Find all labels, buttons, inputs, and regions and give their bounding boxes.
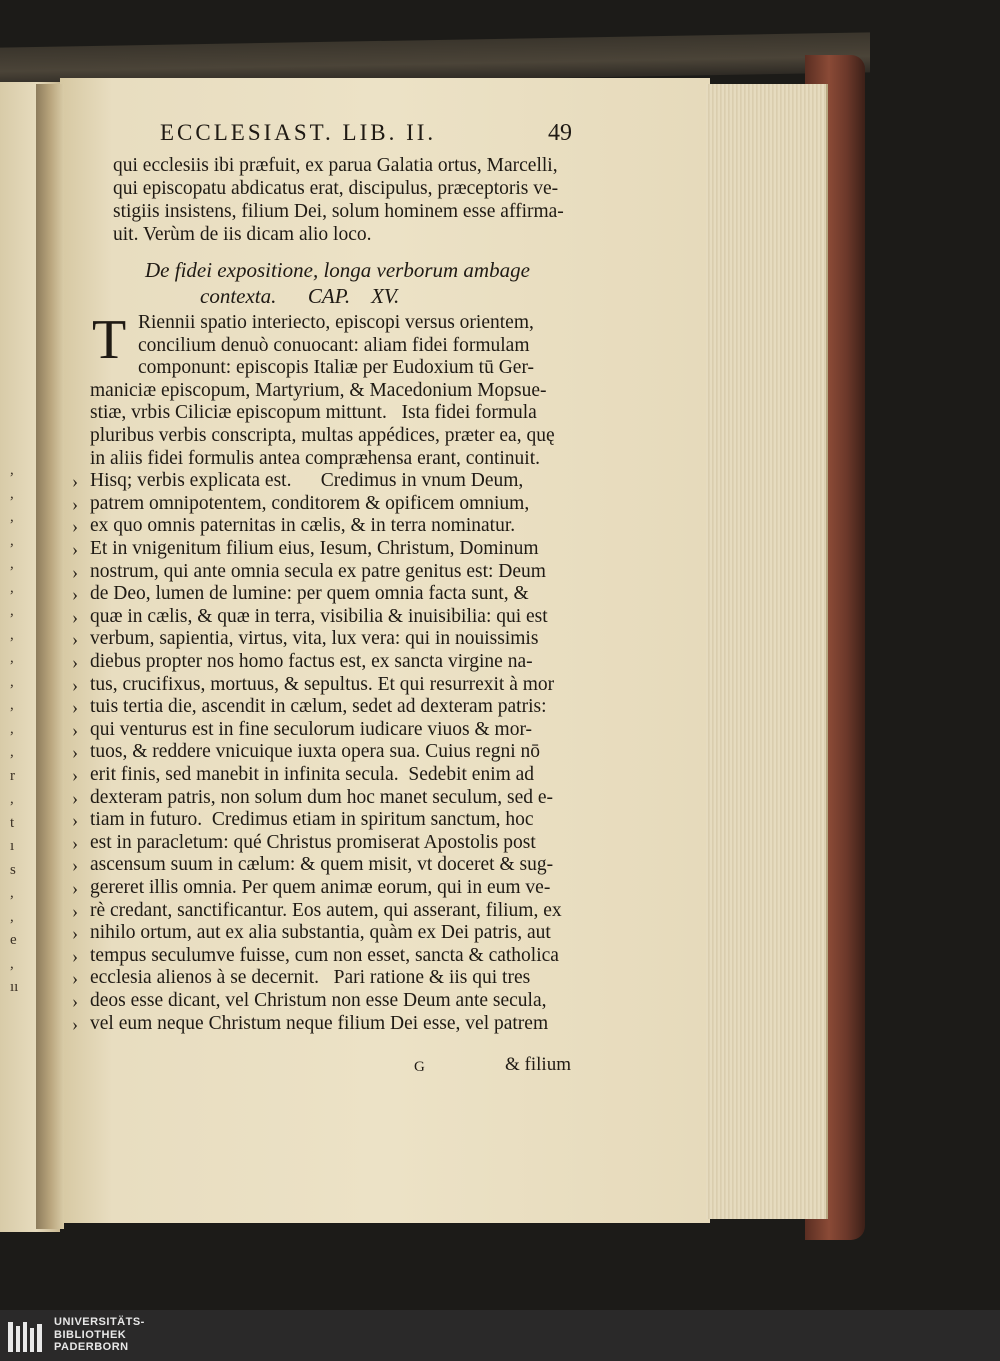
marginal-quote-mark: › [72,719,78,740]
left-page-fragment: , [10,556,14,572]
text-line: tuos, & reddere vnicuique iuxta opera sua. Cuius regni nō [90,741,541,763]
page-number: 49 [548,120,572,146]
text-line: dexteram patris, non solum dum hoc manet seculum, sed e- [90,786,554,808]
left-page-fragment: , [10,791,14,807]
text-line: stiæ, vrbis Ciliciæ episcopum mittunt. Ista fidei formula [90,402,537,424]
marginal-quote-mark: › [72,923,78,944]
marginal-quote-mark: › [72,652,78,672]
left-page-fragment: , [10,744,14,760]
text-line: qui episcopatu abdicatus erat, discipulus, præceptoris ve- [113,178,559,199]
chapter-heading: De fidei expositione, longa verborum ambage [145,258,530,282]
text-line: tus, crucifixus, mortuus, & sepultus. Et qui resurrexit à mor [90,673,555,695]
left-page-fragment: , [10,579,14,596]
left-page-fragment: , [10,720,14,737]
marginal-quote-mark: › [72,968,78,989]
left-page-fragment: ı [10,838,15,854]
marginal-quote-mark: › [72,493,78,514]
marginal-quote-mark: › [72,945,78,966]
library-name [54,1316,145,1354]
marginal-quote-mark: › [72,561,78,582]
marginal-quote-mark: › [72,765,78,785]
left-page-fragment: , [10,908,14,925]
text-line: diebus propter nos homo factus est, ex sancta virgine na- [90,651,533,672]
marginal-quote-mark: › [72,742,78,763]
marginal-quote-mark: › [72,674,78,695]
marginal-quote-mark: › [72,697,78,718]
library-footer [0,1310,1000,1361]
text-line: tempus seculumve fuisse, cum non esset, sancta & catholica [90,944,559,966]
marginal-quote-mark: › [72,471,78,492]
left-page-fragment: , [10,485,14,502]
text-line: est in paracletum: qué Christus promiserat Apostolis post [90,831,536,853]
text-line: qui venturus est in fine seculorum iudicare viuos & mor- [90,718,533,740]
marginal-quote-mark: › [72,787,78,808]
text-line: qui ecclesiis ibi præfuit, ex parua Galatia ortus, Marcelli, [113,155,558,176]
marginal-quote-mark: › [72,539,78,559]
left-page-fragment: r [10,767,15,784]
library-name-line: PADERBORN [54,1341,129,1353]
text-line: nihilo ortum, aut ex alia substantia, quàm ex Dei patris, aut [90,922,551,944]
text-line: concilium denuò conuocant: aliam fidei formulam [138,334,530,356]
catchword: & filium [505,1054,571,1075]
marginal-quote-mark: › [72,855,78,876]
text-line: de Deo, lumen de lumine: per quem omnia facta sunt, & [90,583,529,605]
text-line: stigiis insistens, filium Dei, solum hominem esse affirma- [113,201,564,222]
chapter-heading-line-2: contexta. CAP. XV. [200,284,400,308]
text-line: gereret illis omnia. Per quem animæ eorum, qui in eum ve- [90,877,551,898]
library-logo-icon [6,1318,46,1356]
marginal-quote-mark: › [72,1013,78,1034]
marginal-quote-mark: › [72,991,78,1011]
text-line: patrem omnipotentem, conditorem & opificem omnium, [90,492,530,514]
left-page-fragment: , [10,603,14,619]
marginal-quote-mark: › [72,878,78,898]
marginal-quote-mark: › [72,606,78,627]
library-name-line: BIBLIOTHEK [54,1328,127,1341]
left-page-fragment: , [10,626,14,643]
left-page-fragment: e [10,932,17,948]
text-line: ascensum suum in cælum: & quem misit, vt doceret & sug- [90,854,554,876]
text-line: ex quo omnis paternitas in cælis, & in terra nominatur. [90,515,516,537]
text-line: quæ in cælis, & quæ in terra, visibilia & inuisibilia: qui est [90,605,548,627]
left-page-fragment: , [10,650,14,666]
text-line: nostrum, qui ante omnia secula ex patre genitus est: Deum [90,560,546,582]
marginal-quote-mark: › [72,832,78,853]
text-line: componunt: episcopis Italiæ per Eudoxium tū Ger- [138,357,535,379]
running-head: ECCLESIAST. LIB. II. [160,120,437,145]
text-line: maniciæ episcopum, Martyrium, & Macedonium Mopsue- [90,379,547,401]
marginal-quote-mark: › [72,516,78,537]
text-line: uit. Verùm de iis dicam alio loco. [113,224,372,245]
left-page-fragment: , [10,532,14,549]
marginal-quote-mark: › [72,584,78,605]
left-page-fragment: , [10,462,14,478]
signature-mark: G [414,1059,425,1075]
marginal-quote-mark: › [72,810,78,831]
text-line: ecclesia alienos à se decernit. Pari ratione & iis qui tres [90,967,531,989]
text-line: tuis tertia die, ascendit in cælum, sedet ad dexteram patris: [90,696,547,718]
library-name-line: UNIVERSITÄTS- [54,1316,145,1328]
left-page-fragment: t [10,814,15,831]
marginal-quote-mark: › [72,629,78,650]
left-page-fragment: , [10,955,14,972]
left-page-fragment: , [10,885,14,901]
text-line: erit finis, sed manebit in infinita secula. Sedebit enim ad [90,764,535,785]
text-line: rè credant, sanctificantur. Eos autem, qui asserant, filium, ex [90,899,562,921]
left-page-fragment: , [10,673,14,690]
left-page-fragment: s [10,861,16,878]
text-line: in aliis fidei formulis antea compræhensa erant, continuit. [90,447,541,469]
text-line: deos esse dicant, vel Christum non esse Deum ante secula, [90,990,547,1011]
text-line: vel eum neque Christum neque filium Dei esse, vel patrem [90,1012,549,1034]
drop-cap: T [92,309,127,371]
text-line: verbum, sapientia, virtus, vita, lux vera: qui in nouissimis [90,628,539,650]
left-page-fragment: , [10,697,14,713]
text-line: Riennii spatio interiecto, episcopi versus orientem, [138,312,534,333]
text-line: pluribus verbis conscripta, multas appédices, præter ea, quę [90,425,555,446]
text-line: tiam in futuro. Credimus etiam in spiritum sanctum, hoc [90,809,534,831]
left-page-fragment: , [10,509,14,525]
marginal-quote-mark: › [72,900,78,921]
text-line: Et in vnigenitum filium eius, Iesum, Christum, Dominum [90,538,539,559]
text-line: Hisq; verbis explicata est. Credimus in vnum Deum, [90,470,524,492]
left-page-fragment: ıı [10,979,19,995]
